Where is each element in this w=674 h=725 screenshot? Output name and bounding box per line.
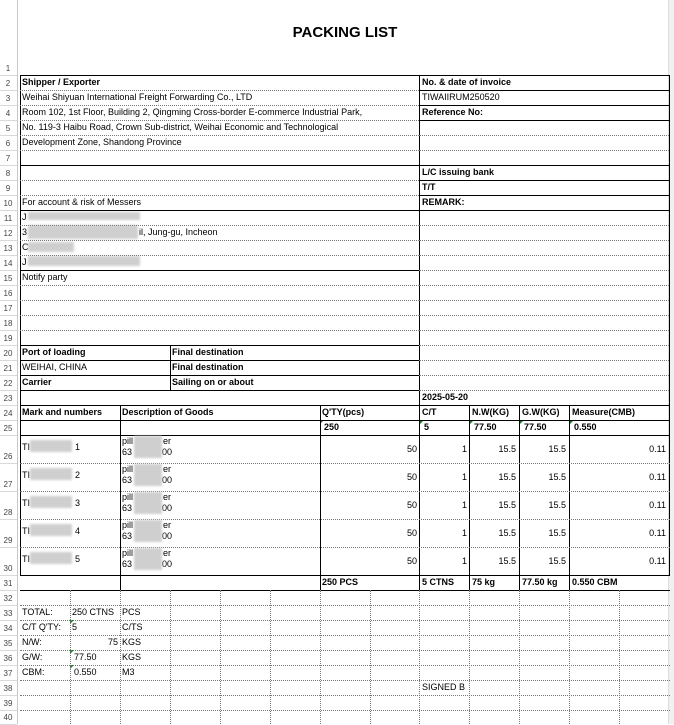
gutter-divider (0, 240, 17, 241)
row-line (20, 330, 419, 331)
table-border (20, 270, 419, 271)
table-border (20, 575, 670, 576)
row-line (20, 285, 419, 286)
shipper-line-2[interactable]: Room 102, 1st Floor, Building 2, Qingming Cross-border E-commerce Industrial Park, (22, 107, 363, 117)
item-gw[interactable]: 15.5 (548, 444, 566, 454)
gutter-divider (0, 360, 17, 361)
row-line (20, 710, 670, 711)
row-number[interactable]: 24 (3, 409, 13, 418)
item-description[interactable]: pill (122, 464, 134, 474)
redacted-block (30, 496, 72, 508)
row-number[interactable]: 9 (5, 184, 11, 193)
item-description[interactable]: pill (122, 436, 134, 446)
header-nw[interactable]: N.W(KG) (472, 407, 509, 417)
column-line (120, 590, 121, 724)
item-description-code[interactable]: 63 (122, 531, 133, 541)
table-border (20, 590, 670, 591)
row-line (419, 315, 669, 316)
row-number[interactable]: 17 (3, 304, 13, 313)
summary-cbm-unit[interactable]: M3 (122, 667, 135, 677)
row-number[interactable]: 27 (3, 480, 13, 489)
redacted-block (28, 225, 138, 239)
item-description[interactable]: er (163, 492, 172, 502)
row-line (20, 255, 419, 256)
summary-ctqty-value[interactable]: 5 (72, 622, 78, 632)
item-mark[interactable]: TI (22, 442, 30, 452)
row-number[interactable]: 21 (3, 364, 13, 373)
gutter-divider (0, 180, 17, 181)
shipper-label[interactable]: Shipper / Exporter (22, 77, 101, 87)
row-line (419, 345, 669, 346)
row-number[interactable]: 4 (5, 109, 11, 118)
item-description-code[interactable]: 63 (122, 503, 133, 513)
item-ct[interactable]: 1 (461, 472, 467, 482)
final-destination-label-2[interactable]: Final destination (172, 362, 244, 372)
row-line (419, 330, 669, 331)
gutter-divider (0, 90, 17, 91)
page-title: PACKING LIST (292, 24, 398, 41)
table-border (669, 75, 670, 575)
total-ct-cell[interactable]: 5 (424, 422, 430, 432)
gutter-divider (0, 635, 17, 636)
item-nw[interactable]: 15.5 (498, 500, 516, 510)
shipper-line-3[interactable]: No. 119-3 Haibu Road, Crown Sub-district, Weihai Economic and Technological (22, 122, 339, 132)
row-line (20, 195, 419, 196)
summary-total-unit[interactable]: PCS (122, 607, 141, 617)
column-line (320, 590, 321, 724)
carrier-label[interactable]: Carrier (22, 377, 52, 387)
row-number[interactable]: 28 (3, 508, 13, 517)
row-number[interactable]: 18 (3, 319, 13, 328)
row-line (419, 240, 669, 241)
table-border (170, 345, 171, 390)
item-qty[interactable]: 50 (406, 500, 417, 510)
shipper-line-4[interactable]: Development Zone, Shandong Province (22, 137, 182, 147)
row-line (20, 620, 670, 621)
row-number[interactable]: 2 (5, 79, 11, 88)
summary-nw-label[interactable]: N/W: (22, 637, 42, 647)
row-line (419, 285, 669, 286)
item-description-code[interactable]: 00 (162, 475, 173, 485)
account-line-1[interactable]: J (22, 212, 27, 222)
account-line-2b[interactable]: il, Jung-gu, Incheon (139, 227, 218, 237)
column-line (519, 590, 520, 724)
row-number[interactable]: 15 (3, 274, 13, 283)
row-number[interactable]: 13 (3, 244, 13, 253)
gutter-divider (0, 120, 17, 121)
row-number[interactable]: 20 (3, 349, 13, 358)
item-description[interactable]: pill (122, 492, 134, 502)
column-border (320, 575, 321, 590)
item-nw[interactable]: 15.5 (498, 472, 516, 482)
item-mark-number[interactable]: 5 (75, 554, 81, 564)
summary-total-value[interactable]: 250 CTNS (72, 607, 115, 617)
table-border (419, 180, 669, 181)
row-header-gutter (0, 0, 18, 724)
summary-nw-value[interactable]: 75 (107, 637, 118, 647)
summary-gw-value[interactable]: 77.50 (74, 652, 97, 662)
summary-cbm-value[interactable]: 0.550 (74, 667, 97, 677)
table-border (419, 105, 669, 106)
summary-cbm-label[interactable]: CBM: (22, 667, 45, 677)
column-border (569, 575, 570, 590)
gutter-divider (0, 225, 17, 226)
row-number[interactable]: 5 (5, 124, 11, 133)
row-line (419, 360, 669, 361)
gutter-divider (0, 665, 17, 666)
redacted-block (30, 524, 72, 536)
row-line (419, 390, 669, 391)
item-gw[interactable]: 15.5 (548, 472, 566, 482)
item-gw[interactable]: 15.5 (548, 528, 566, 538)
column-line (619, 590, 620, 724)
item-description[interactable]: er (163, 464, 172, 474)
row-line (20, 150, 419, 151)
row-number[interactable]: 12 (3, 229, 13, 238)
column-border (469, 575, 470, 590)
gutter-divider (0, 75, 17, 76)
redacted-block (134, 520, 162, 542)
row-number[interactable]: 32 (3, 594, 13, 603)
gutter-divider (0, 491, 17, 492)
item-description[interactable]: er (163, 436, 172, 446)
invoice-label[interactable]: No. & date of invoice (422, 77, 512, 87)
row-number[interactable]: 35 (3, 639, 13, 648)
row-line (20, 519, 670, 520)
summary-nw-unit[interactable]: KGS (122, 637, 142, 647)
row-line (20, 240, 419, 241)
redacted-block (134, 492, 162, 514)
item-measure[interactable]: 0.11 (649, 500, 666, 510)
item-description[interactable]: pill (122, 548, 134, 558)
row-line (20, 135, 419, 136)
item-measure[interactable]: 0.11 (649, 472, 666, 482)
item-mark-number[interactable]: 2 (75, 470, 81, 480)
tt-label[interactable]: T/T (422, 182, 436, 192)
gutter-divider (0, 105, 17, 106)
gutter-divider (0, 165, 17, 166)
gutter-divider (0, 135, 17, 136)
gutter-divider (0, 330, 17, 331)
gutter-divider (0, 463, 17, 464)
gutter-divider (0, 710, 17, 711)
row-line (419, 375, 669, 376)
row-line (20, 90, 419, 91)
row-number[interactable]: 1 (5, 64, 11, 73)
column-border (469, 405, 470, 575)
gutter-divider (0, 300, 17, 301)
column-border (519, 405, 520, 575)
item-ct[interactable]: 1 (461, 528, 467, 538)
row-number[interactable]: 3 (5, 94, 11, 103)
row-number[interactable]: 14 (3, 259, 13, 268)
item-mark[interactable]: TI (22, 526, 30, 536)
sum-ct[interactable]: 5 CTNS (422, 577, 455, 587)
item-qty[interactable]: 50 (406, 528, 417, 538)
lc-bank-label[interactable]: L/C issuing bank (422, 167, 495, 177)
column-border (120, 575, 121, 590)
total-nw-cell[interactable]: 77.50 (474, 422, 497, 432)
column-border (519, 575, 520, 590)
item-mark-number[interactable]: 4 (75, 526, 81, 536)
table-border (419, 90, 669, 91)
table-border (20, 390, 419, 391)
header-measure[interactable]: Measure(CMB) (572, 407, 636, 417)
gutter-divider (0, 547, 17, 548)
gutter-divider (0, 285, 17, 286)
sailing-label[interactable]: Sailing on or about (172, 377, 254, 387)
row-line (20, 300, 419, 301)
gutter-divider (0, 405, 17, 406)
column-border (569, 405, 570, 575)
account-line-4[interactable]: J (22, 257, 27, 267)
summary-total-label[interactable]: TOTAL: (22, 607, 53, 617)
redacted-block (28, 242, 74, 252)
gutter-divider (0, 435, 17, 436)
port-value[interactable]: WEIHAI, CHINA (22, 362, 88, 372)
item-gw[interactable]: 15.5 (548, 556, 566, 566)
column-line (469, 590, 470, 724)
row-line (20, 491, 670, 492)
gutter-divider (0, 375, 17, 376)
row-number[interactable]: 19 (3, 334, 13, 343)
row-number[interactable]: 7 (5, 154, 11, 163)
shipper-line-1[interactable]: Weihai Shiyuan International Freight Forwarding Co., LTD (22, 92, 253, 102)
item-nw[interactable]: 15.5 (498, 556, 516, 566)
gutter-divider (0, 620, 17, 621)
item-measure[interactable]: 0.11 (649, 528, 666, 538)
row-line (20, 180, 419, 181)
item-description-code[interactable]: 63 (122, 447, 133, 457)
row-number[interactable]: 33 (3, 609, 13, 618)
row-line (20, 680, 670, 681)
column-line (419, 590, 420, 724)
row-line (20, 105, 419, 106)
row-number[interactable]: 37 (3, 669, 13, 678)
row-line (20, 547, 670, 548)
table-border (20, 75, 670, 76)
gutter-divider (0, 680, 17, 681)
item-mark[interactable]: TI (22, 498, 30, 508)
item-measure[interactable]: 0.11 (649, 444, 666, 454)
gutter-divider (0, 575, 17, 576)
column-line (370, 590, 371, 724)
row-number[interactable]: 29 (3, 536, 13, 545)
column-line (220, 590, 221, 724)
row-number[interactable]: 23 (3, 394, 13, 403)
gutter-divider (0, 345, 17, 346)
table-border (419, 195, 669, 196)
item-qty[interactable]: 50 (406, 444, 417, 454)
table-border (20, 165, 419, 166)
gutter-divider (0, 255, 17, 256)
account-line-2a[interactable]: 3 (22, 227, 28, 237)
item-description[interactable]: er (163, 520, 172, 530)
row-number[interactable]: 25 (3, 424, 13, 433)
item-measure[interactable]: 0.11 (649, 556, 666, 566)
account-line-3[interactable]: C (22, 242, 29, 252)
row-number[interactable]: 26 (3, 452, 13, 461)
gutter-divider (0, 315, 17, 316)
notify-label[interactable]: Notify party (22, 272, 68, 282)
item-gw[interactable]: 15.5 (548, 500, 566, 510)
table-border (419, 120, 669, 121)
redacted-block (30, 468, 72, 480)
item-nw[interactable]: 15.5 (498, 528, 516, 538)
gutter-divider (0, 210, 17, 211)
item-description-code[interactable]: 00 (162, 447, 173, 457)
row-line (20, 315, 419, 316)
item-description-code[interactable]: 63 (122, 559, 133, 569)
gutter-divider (0, 150, 17, 151)
row-line (20, 650, 670, 651)
redacted-block (30, 440, 72, 452)
redacted-block (28, 256, 140, 266)
table-border (20, 420, 670, 421)
item-mark-number[interactable]: 1 (75, 442, 81, 452)
row-line (20, 695, 670, 696)
signed-by-label[interactable]: SIGNED B (422, 682, 466, 692)
table-border (20, 405, 670, 406)
row-line (419, 255, 669, 256)
row-number[interactable]: 36 (3, 654, 13, 663)
port-label[interactable]: Port of loading (22, 347, 86, 357)
redacted-block (134, 436, 162, 458)
gutter-divider (0, 390, 17, 391)
gutter-divider (0, 270, 17, 271)
row-line (20, 120, 419, 121)
item-ct[interactable]: 1 (461, 500, 467, 510)
row-line (419, 135, 669, 136)
redacted-block (134, 464, 162, 486)
account-label[interactable]: For account & risk of Messers (22, 197, 142, 207)
gutter-divider (0, 695, 17, 696)
invoice-date[interactable]: 2025-05-20 (422, 392, 469, 402)
row-number[interactable]: 16 (3, 289, 13, 298)
row-number[interactable]: 30 (3, 564, 13, 573)
header-ct[interactable]: C/T (422, 407, 437, 417)
row-line (419, 300, 669, 301)
column-line (569, 590, 570, 724)
column-line (70, 590, 71, 724)
row-number[interactable]: 8 (5, 169, 11, 178)
gutter-divider (0, 590, 17, 591)
header-description[interactable]: Description of Goods (122, 407, 214, 417)
row-number[interactable]: 40 (3, 713, 13, 722)
total-gw-cell[interactable]: 77.50 (524, 422, 547, 432)
table-border (20, 360, 419, 361)
item-nw[interactable]: 15.5 (498, 444, 516, 454)
row-number[interactable]: 11 (3, 214, 13, 223)
header-qty[interactable]: Q'TY(pcs) (322, 407, 365, 417)
item-ct[interactable]: 1 (461, 444, 467, 454)
remark-label[interactable]: REMARK: (422, 197, 465, 207)
row-number[interactable]: 10 (3, 199, 13, 208)
row-number[interactable]: 34 (3, 624, 13, 633)
row-line (20, 665, 670, 666)
header-gw[interactable]: G.W(KG) (522, 407, 560, 417)
column-border (320, 405, 321, 575)
item-mark[interactable]: TI (22, 554, 30, 564)
item-description-code[interactable]: 63 (122, 475, 133, 485)
row-number[interactable]: 31 (3, 579, 13, 588)
row-line (419, 150, 669, 151)
item-description-code[interactable]: 00 (162, 503, 173, 513)
header-mark[interactable]: Mark and numbers (22, 407, 103, 417)
item-qty[interactable]: 50 (406, 472, 417, 482)
sum-qty[interactable]: 250 PCS (322, 577, 359, 587)
sum-gw[interactable]: 77.50 kg (522, 577, 558, 587)
column-line (170, 590, 171, 724)
redacted-block (30, 552, 72, 564)
column-border (419, 575, 420, 590)
reference-label[interactable]: Reference No: (422, 107, 484, 117)
row-number[interactable]: 22 (3, 379, 13, 388)
row-line (20, 605, 670, 606)
summary-gw-unit[interactable]: KGS (122, 652, 142, 662)
table-border (20, 375, 419, 376)
summary-ctqty-unit[interactable]: C/TS (122, 622, 143, 632)
summary-ctqty-label[interactable]: C/T Q'TY: (22, 622, 62, 632)
table-border (20, 210, 419, 211)
sum-measure[interactable]: 0.550 CBM (572, 577, 618, 587)
item-mark[interactable]: TI (22, 470, 30, 480)
row-line (419, 270, 669, 271)
item-description[interactable]: er (163, 548, 172, 558)
row-line (419, 225, 669, 226)
item-qty[interactable]: 50 (406, 556, 417, 566)
sum-nw[interactable]: 75 kg (472, 577, 496, 587)
table-border (419, 210, 669, 211)
item-mark-number[interactable]: 3 (75, 498, 81, 508)
row-number[interactable]: 38 (3, 684, 13, 693)
item-description-code[interactable]: 00 (162, 531, 173, 541)
redacted-block (134, 548, 162, 570)
item-ct[interactable]: 1 (461, 556, 467, 566)
column-line (270, 590, 271, 724)
row-line (20, 225, 419, 226)
gutter-divider (0, 650, 17, 651)
gutter-divider (0, 519, 17, 520)
table-border (20, 345, 419, 346)
table-border (419, 165, 669, 166)
row-number[interactable]: 6 (5, 139, 11, 148)
total-measure-cell[interactable]: 0.550 (574, 422, 597, 432)
gutter-divider (0, 195, 17, 196)
redacted-block (28, 212, 140, 220)
row-line (20, 635, 670, 636)
column-border (120, 405, 121, 575)
summary-gw-label[interactable]: G/W: (22, 652, 43, 662)
final-destination-label[interactable]: Final destination (172, 347, 244, 357)
item-description[interactable]: pill (122, 520, 134, 530)
item-description-code[interactable]: 00 (162, 559, 173, 569)
column-border (419, 405, 420, 575)
gutter-divider (0, 605, 17, 606)
table-border (20, 435, 670, 436)
gutter-divider (0, 420, 17, 421)
row-number[interactable]: 39 (3, 699, 13, 708)
row-line (20, 463, 670, 464)
total-qty-cell[interactable]: 250 (324, 422, 340, 432)
invoice-value[interactable]: TIWAIIRUM250520 (422, 92, 500, 102)
